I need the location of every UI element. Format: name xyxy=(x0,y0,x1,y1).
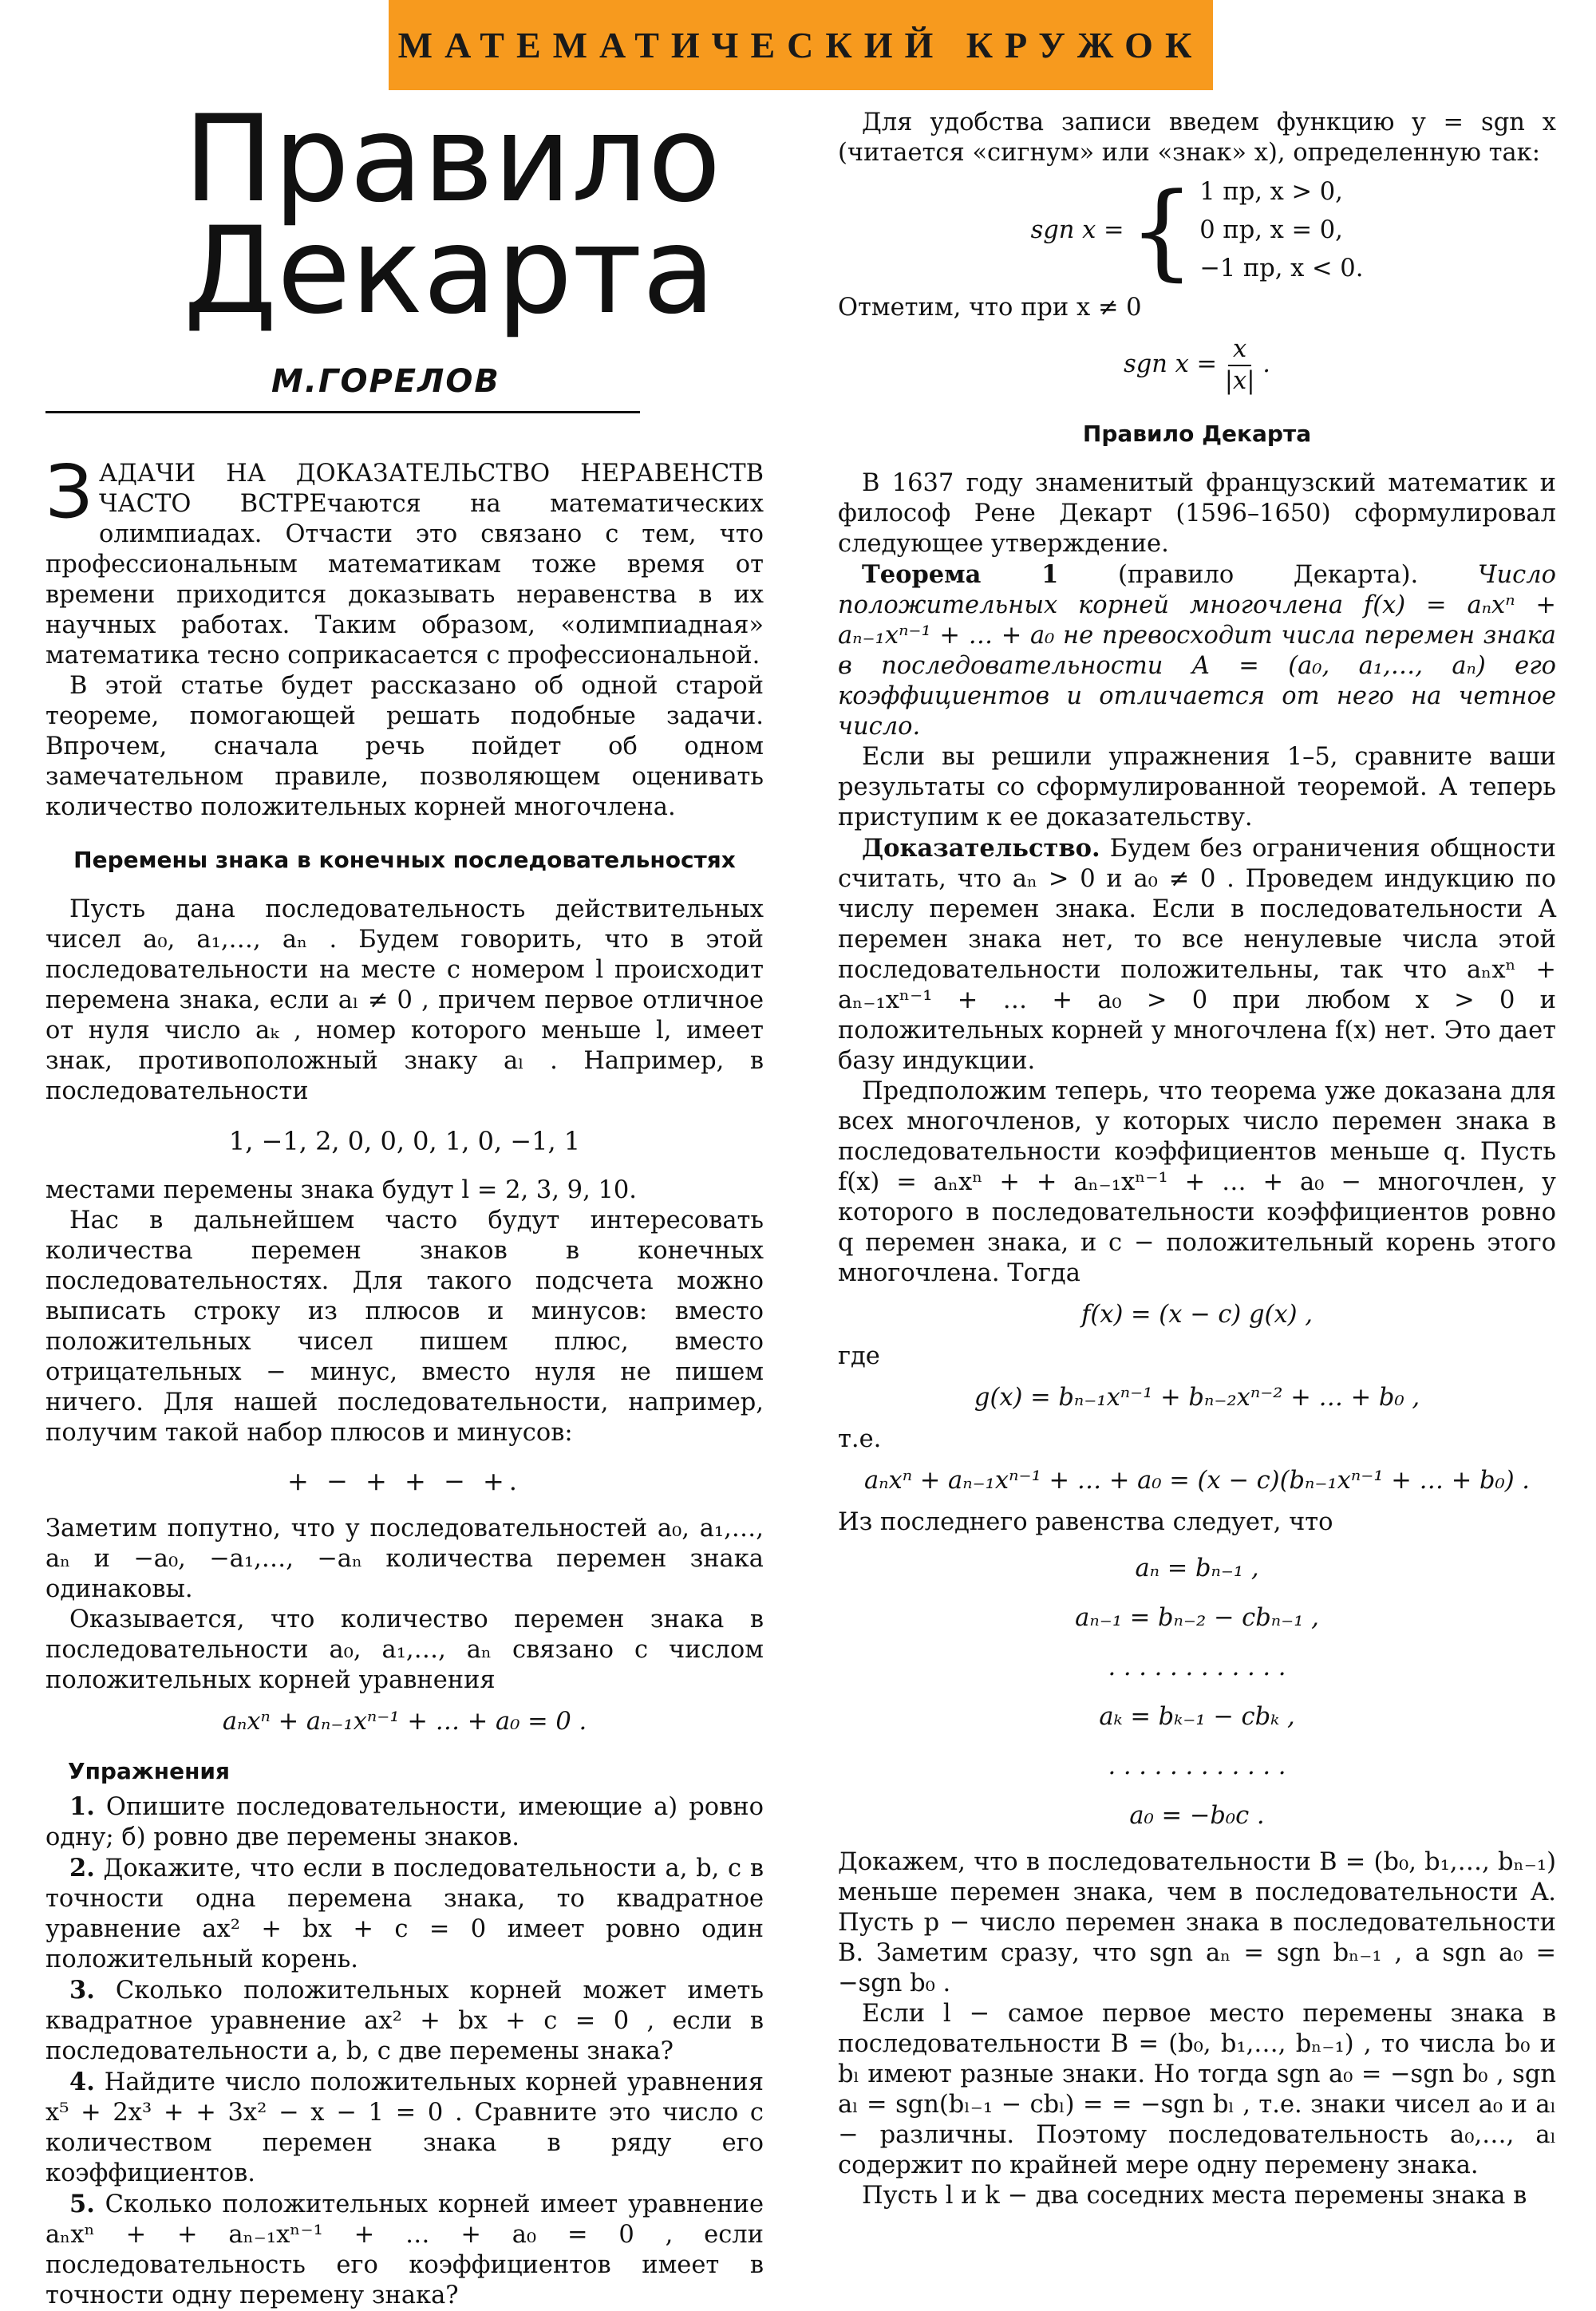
proof-paragraph-5: Пусть l и k − два соседних места перемены знака в xyxy=(862,2182,1527,2210)
system-line-2: aₙ₋₁ = bₙ₋₂ − cbₙ₋₁ , xyxy=(1075,1604,1319,1632)
banner-text: МАТЕМАТИЧЕСКИЙ КРУЖОК xyxy=(397,25,1204,65)
proof-paragraph-2: Предположим теперь, что теорема уже доказана для всех многочленов, у которых число перемен знака в последовательности коэффициентов меньше q. Пусть f(x) = aₙxⁿ + + aₙ₋₁xⁿ⁻¹ + … + a₀ − многочлен, у которого в последовательности коэффициентов ровно q перемен знака, и c − положительный корень этого многочлена. Тогда xyxy=(838,1077,1556,1287)
theorem-paren: (правило Декарта). xyxy=(1058,561,1478,589)
intro-paragraph-1 xyxy=(45,449,764,671)
exercise-5-text: Сколько положительных корней имеет уравнение aₙxⁿ + + aₙ₋₁xⁿ⁻¹ + … + a₀ = 0 , если последовательность его коэффициентов имеет в точности одну перемену знака? xyxy=(45,2191,764,2309)
intro-text-1: АДАЧИ НА ДОКАЗАТЕЛЬСТВО НЕРАВЕНСТВ ЧАСТО ВСТРЕчаются на математических олимпиадах. Отчасти это связано с тем, что профессиональным математикам тоже время от времени приходится доказывать неравенства в их научных работах. Таким образом, «олимпиадная» математика тесно соприкасается с профессиональной. xyxy=(45,460,764,670)
title-line-1: Правило xyxy=(184,90,721,229)
system-line-4: aₖ = bₖ₋₁ − cbₖ , xyxy=(1099,1703,1295,1731)
section-banner xyxy=(389,0,1213,90)
fraction-denominator: |x| xyxy=(1224,367,1255,395)
paragraph-compare: Если вы решили упражнения 1–5, сравните ваши результаты со сформулированной теоремой. А теперь приступим к ее доказательству. xyxy=(838,743,1556,832)
sgn-definition xyxy=(838,170,1556,291)
exercise-5-number: 5. xyxy=(69,2190,95,2218)
sgn-fraction-lhs: sgn x = xyxy=(1124,350,1218,378)
proof-text-1: Будем без ограничения общности считать, что aₙ > 0 и a₀ ≠ 0 . Проведем индукцию по числу перемен знака. Если в последовательности A перемен знака нет, то все ненулевые числа этой последовательности положительны, так что aₙxⁿ + aₙ₋₁xⁿ⁻¹ + … + a₀ > 0 при любом x > 0 и положительных корней у многочлена f(x) нет. Это дает базу индукции. xyxy=(838,835,1556,1075)
ie-word: т.е. xyxy=(838,1425,882,1453)
paragraph-counting: Нас в дальнейшем часто будут интересовать количества перемен знаков в конечных последовательностях. Для такого подсчета можно выписать строку из плюсов и минусов: вместо положительных чисел пишем плюс, вместо отрицательных − минус, вместо нуля не пишем ничего. Для нашей последовательности, например, получим такой набор плюсов и минусов: xyxy=(45,1207,764,1447)
exercise-3-number: 3. xyxy=(69,1976,95,2005)
paragraph-roots-link: Оказывается, что количество перемен знака в последовательности a₀, a₁,…, aₙ связано с числом положительных корней уравнения xyxy=(45,1606,764,1694)
exercise-3-text: Сколько положительных корней может иметь квадратное уравнение ax² + bx + c = 0 , если в последовательности a, b, c две перемены знака? xyxy=(45,1977,764,2065)
exercise-1 xyxy=(45,1792,764,1853)
exercise-2-text: Докажите, что если в последовательности a, b, c в точности одна перемена знака, то квадратное уравнение ax² + bx + c = 0 имеет ровно один положительный корень. xyxy=(45,1855,764,1973)
proof-paragraph-3: Докажем, что в последовательности B = (b₀, b₁,…, bₙ₋₁) меньше перемен знака, чем в последовательности A. Пусть p − число перемен знака в последовательности B. Заметим сразу, что sgn aₙ = sgn bₙ₋₁ , а sgn a₀ = −sgn b₀ . xyxy=(838,1848,1556,1997)
author-name: М.ГОРЕЛОВ xyxy=(271,363,500,400)
sgn-case-negative: −1 пр, x < 0. xyxy=(1199,255,1364,282)
exercise-1-text: Опишите последовательности, имеющие а) ровно одну; б) ровно две перемены знаков. xyxy=(45,1793,764,1851)
drop-cap: З xyxy=(45,449,93,535)
proof-label: Доказательство. xyxy=(862,834,1100,863)
paragraph-sequence-def: Пусть дана последовательность действительных чисел a₀, a₁,…, aₙ . Будем говорить, что в этой последовательности на месте с номером l происходит перемена знака, если aₗ ≠ 0 , причем первое отличное от нуля число aₖ , номер которого меньше l, имеет знак, противоположный знаку aₗ . Например, в последовательности xyxy=(45,895,764,1105)
system-line-5: . . . . . . . . . . . . xyxy=(1108,1752,1286,1780)
exercise-2-number: 2. xyxy=(69,1854,95,1882)
article-title xyxy=(184,90,721,341)
exercise-3 xyxy=(45,1975,764,2067)
exercise-4 xyxy=(45,2067,764,2189)
sgn-fraction xyxy=(1225,334,1255,397)
exercise-1-number: 1. xyxy=(69,1792,95,1821)
left-column xyxy=(45,449,764,2311)
sgn-cases xyxy=(1199,173,1363,288)
proof-paragraph-4: Если l − самое первое место перемены знака в последовательности B = (b₀, b₁,…, bₙ₋₁) , то числа b₀ и bₗ имеют разные знаки. Но тогда sgn a₀ = −sgn b₀ , sgn aₗ = sgn(bₗ₋₁ − cbₗ) = = −sgn bₗ , т.е. знаки чисел a₀ и aₗ − различны. Поэтому последовательность a₀,…, aₗ содержит по крайней мере одну перемену знака. xyxy=(838,2000,1556,2179)
paragraph-history: В 1637 году знаменитый французский математик и философ Рене Декарт (1596–1650) сформулировал следующее утверждение. xyxy=(838,469,1556,558)
equation-factor: f(x) = (x − c) g(x) , xyxy=(1081,1301,1313,1329)
section-heading-descartes: Правило Декарта xyxy=(1082,421,1312,447)
system-line-3: . . . . . . . . . . . . xyxy=(1108,1653,1286,1681)
sgn-fraction-formula xyxy=(838,334,1556,397)
paragraph-change-places: местами перемены знака будут l = 2, 3, 9, 10. xyxy=(45,1176,637,1204)
paragraph-follows: Из последнего равенства следует, что xyxy=(838,1508,1333,1536)
section-heading-sign-changes: Перемены знака в конечных последовательностях xyxy=(73,847,736,873)
sgn-case-zero: 0 пр, x = 0, xyxy=(1199,216,1343,244)
intro-paragraph-2: В этой статье будет рассказано об одной старой теореме, помогающей решать подобные задачи. Впрочем, сначала речь пойдет об одном замечательном правиле, позволяющем оценивать количество положительных корней многочлена. xyxy=(45,672,764,821)
brace-icon: { xyxy=(1128,170,1195,291)
system-line-1: aₙ = bₙ₋₁ , xyxy=(1135,1554,1259,1582)
example-sequence: 1, −1, 2, 0, 0, 0, 1, 0, −1, 1 xyxy=(228,1126,581,1156)
author-rule xyxy=(45,411,640,413)
exercise-2 xyxy=(45,1853,764,1975)
equation-polynomial: aₙxⁿ + aₙ₋₁xⁿ⁻¹ + … + a₀ = 0 . xyxy=(222,1708,587,1736)
sgn-case-positive: 1 пр, x > 0, xyxy=(1199,178,1343,206)
proof-paragraph-1 xyxy=(838,833,1556,1076)
exercise-5 xyxy=(45,2189,764,2311)
paragraph-sgn-intro: Для удобства записи введем функцию y = sgn x (читается «сигнум» или «знак» x), определенную так: xyxy=(838,109,1556,167)
theorem-1 xyxy=(838,559,1556,742)
paragraph-note-nonzero: Отметим, что при x ≠ 0 xyxy=(838,294,1142,322)
paragraph-note: Заметим попутно, что у последовательностей a₀, a₁,…, aₙ и −a₀, −a₁,…, −aₙ количества перемен знака одинаковы. xyxy=(45,1515,764,1603)
equation-expand: aₙxⁿ + aₙ₋₁xⁿ⁻¹ + … + a₀ = (x − c)(bₙ₋₁xⁿ⁻¹ + … + b₀) . xyxy=(863,1467,1530,1495)
system-line-6: a₀ = −b₀c . xyxy=(1129,1802,1265,1830)
coefficient-system xyxy=(838,1544,1556,1841)
exercise-4-text: Найдите число положительных корней уравнения x⁵ + 2x³ + + 3x² − x − 1 = 0 . Сравните это число с количеством перемен знака в ряду его коэффициентов. xyxy=(45,2068,764,2187)
right-column xyxy=(838,108,1556,2211)
where-word: где xyxy=(838,1342,880,1370)
exercise-4-number: 4. xyxy=(69,2068,95,2096)
sgn-fraction-end: . xyxy=(1262,350,1270,378)
equation-g: g(x) = bₙ₋₁xⁿ⁻¹ + bₙ₋₂xⁿ⁻² + … + b₀ , xyxy=(974,1384,1420,1412)
title-line-2: Декарта xyxy=(184,202,716,341)
theorem-text: Число положительных корней многочлена f(x) = aₙxⁿ + aₙ₋₁xⁿ⁻¹ + … + a₀ не превосходит числа перемен знака в последовательности A = (a₀, a₁,…, aₙ) его коэффициентов и отличается от него на четное число. xyxy=(838,561,1556,741)
fraction-numerator: x xyxy=(1228,334,1251,366)
sgn-lhs: sgn x = xyxy=(1030,216,1124,244)
theorem-label: Теорема 1 xyxy=(862,560,1059,589)
exercises-heading: Упражнения xyxy=(68,1758,231,1784)
sign-string: + − + + − +. xyxy=(287,1466,522,1496)
